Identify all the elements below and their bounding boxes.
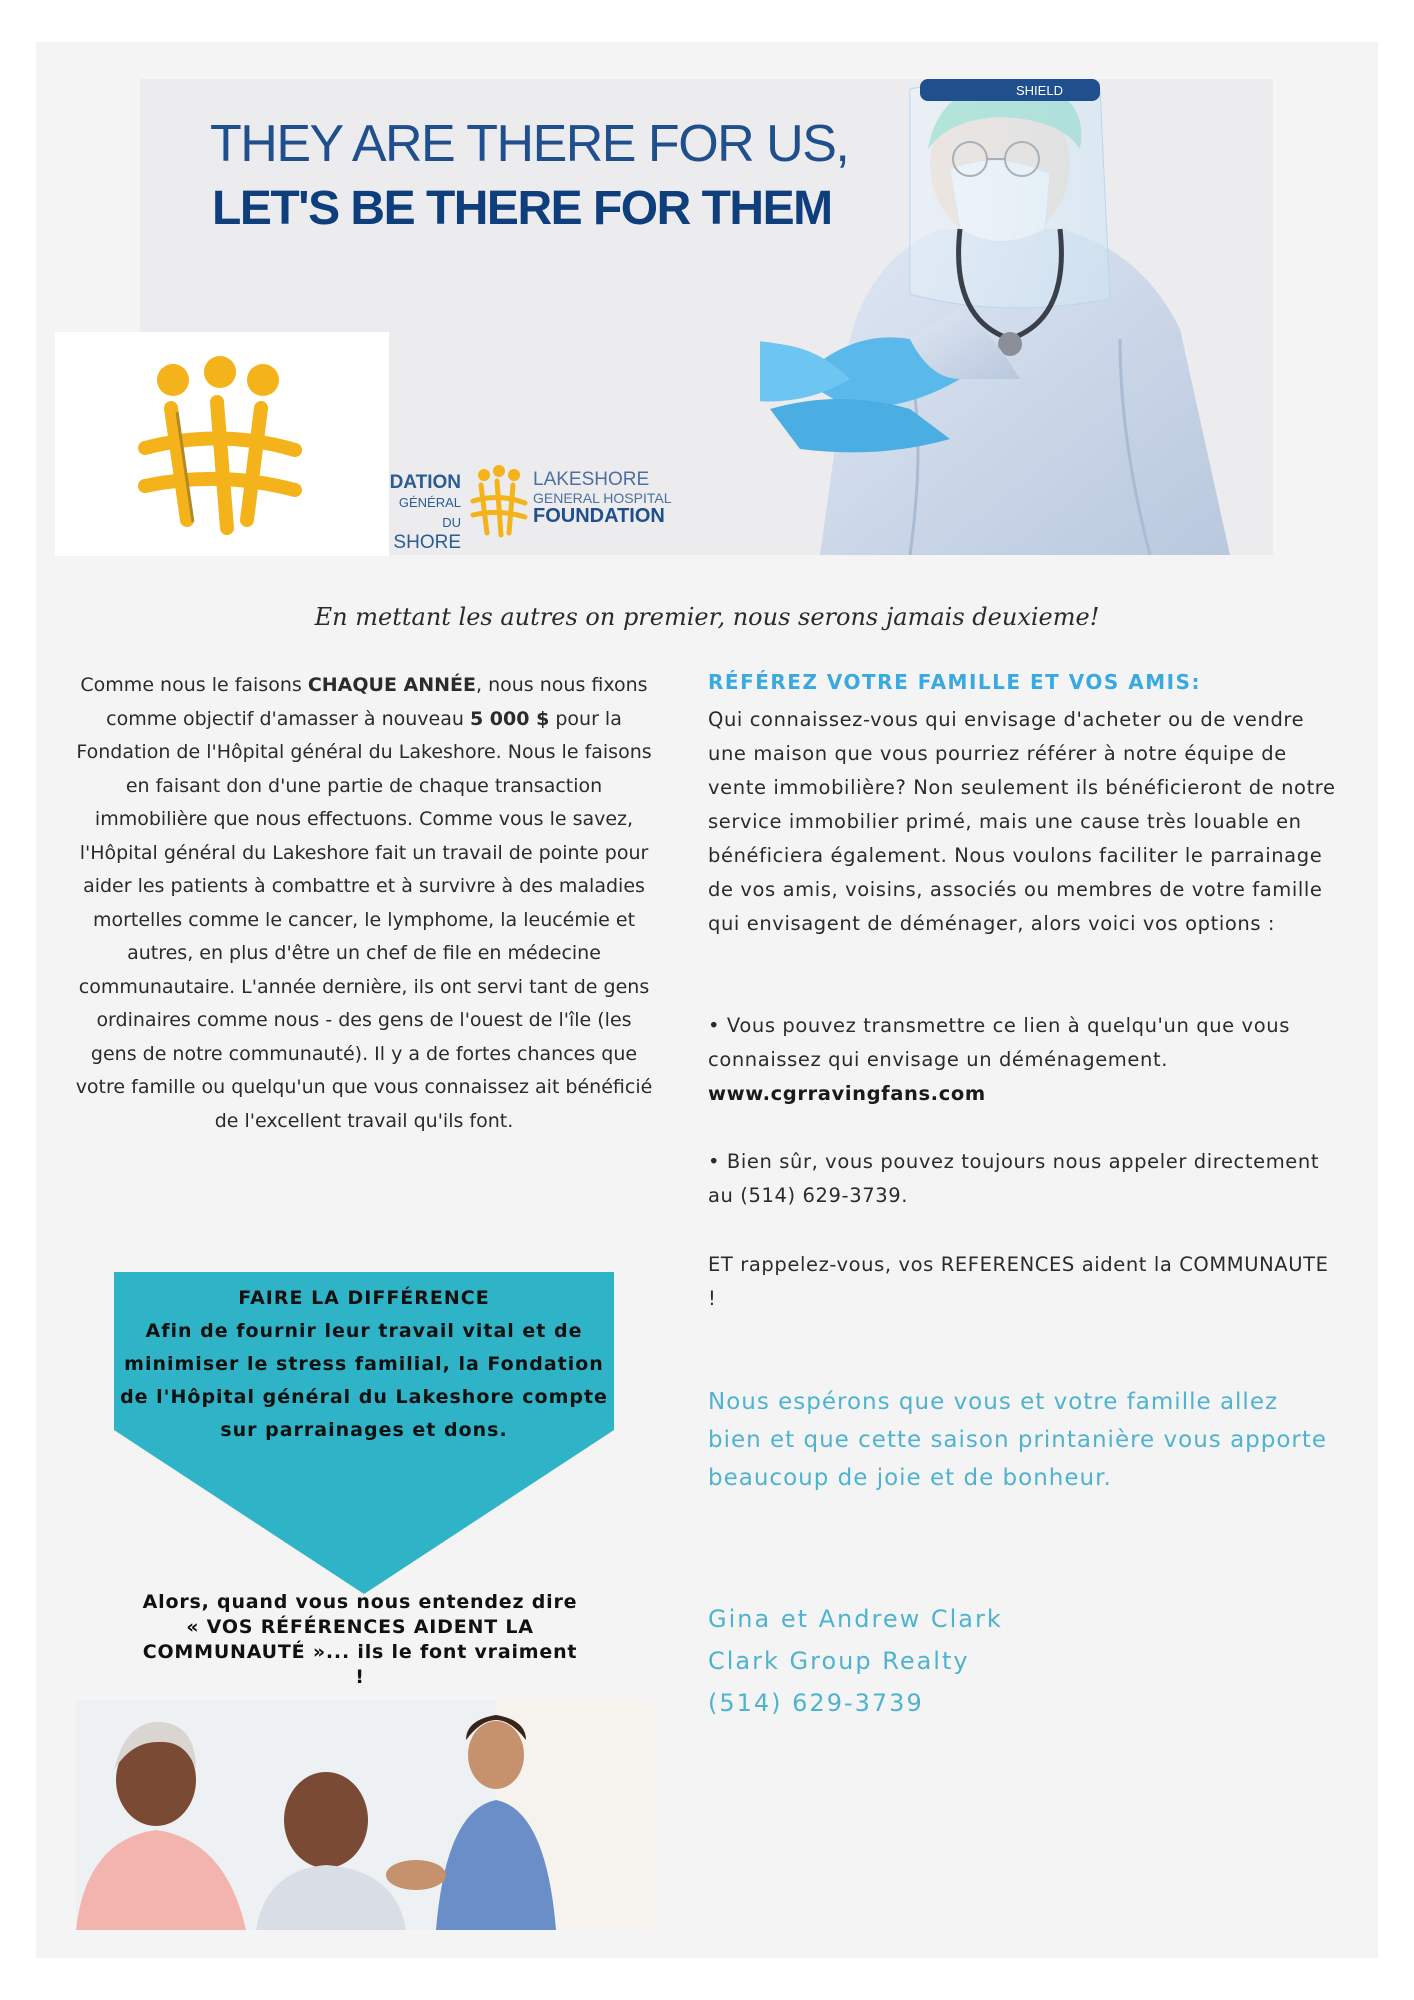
make-difference-body: Afin de fournir leur travail vital et de minimiser le stress familial, la Fondation de l'Hôpital général du Lakeshore compte sur parrainages et dons. — [120, 1320, 608, 1441]
season-wish: Nous espérons que vous et votre famille allez bien et que cette saison printanière vous apporte beaucoup de joie et de bonheur. — [708, 1389, 1328, 1491]
shield-label: SHIELD — [1016, 83, 1063, 98]
bullet-share-link — [708, 1009, 1338, 1111]
logo-fr-line2: GÉNÉRAL DU — [398, 495, 461, 530]
logo-english-text — [533, 471, 671, 525]
patient-photo — [76, 1700, 654, 1930]
refer-heading: RÉFÉREZ VOTRE FAMILLE ET VOS AMIS: — [708, 670, 1202, 694]
signature-company: Clark Group Realty — [708, 1647, 970, 1675]
signature-phone: (514) 629-3739 — [708, 1689, 924, 1717]
make-difference-title: FAIRE LA DIFFÉRENCE — [238, 1287, 490, 1309]
logo-french-text — [385, 473, 461, 553]
foundation-emblem-icon — [469, 463, 529, 539]
logo-fr-line1: DATION — [389, 472, 461, 493]
website-link[interactable]: www.cgrravingfans.com — [708, 1082, 986, 1105]
make-difference-text — [118, 1282, 610, 1447]
signature-name: Gina et Andrew Clark — [708, 1605, 1003, 1633]
signature-block — [708, 1598, 1003, 1724]
para-bold-every-year: CHAQUE ANNÉE — [307, 674, 477, 696]
large-foundation-emblem-icon — [135, 350, 305, 540]
logo-en-line2: GENERAL HOSPITAL — [533, 490, 672, 506]
logo-en-line1: LAKESHORE — [533, 469, 650, 490]
para-text-2: , nous nous fixons comme objectif d'amasser à nouveau — [106, 674, 648, 730]
para-bold-amount: 5 000 $ — [469, 707, 550, 730]
para-text-3: pour la Fondation de l'Hôpital général du Lakeshore. Nous le faisons en faisant don d'une partie de chaque transaction immobilière que nous effectuons. Comme vous le savez, l'Hôpital général du Lakeshore fait un travail de pointe pour aider les patients à combattre et à survivre à des maladies mortelles comme le cancer, le lymphome, la leucémie et autres, en plus d'être un chef de file en médecine communautaire. L'année dernière, ils ont servi tant de gens ordinaires comme nous - des gens de l'ouest de l'île (les gens de notre communauté). Il y a de fortes chances que votre famille ou quelqu'un que vous connaissez ait bénéficié de l'excellent travail qu'ils font. — [75, 707, 653, 1132]
tagline: En mettant les autres on premier, nous serons jamais deuxieme! — [314, 603, 1100, 631]
nurse-illustration — [760, 79, 1273, 555]
hero-headline-line2: LET'S BE THERE FOR THEM — [212, 182, 832, 235]
bullet-call-us: • Bien sûr, vous pouvez toujours nous appeler directement au (514) 629-3739. — [708, 1150, 1320, 1207]
logo-en-line3: FOUNDATION — [533, 505, 665, 527]
foundation-paragraph — [74, 669, 654, 1138]
logo-fr-line3: SHORE — [393, 532, 461, 553]
reminder-text: ET rappelez-vous, vos REFERENCES aident la COMMUNAUTE ! — [708, 1253, 1329, 1310]
refer-paragraph: Qui connaissez-vous qui envisage d'acheter ou de vendre une maison que vous pourriez référer à notre équipe de vente immobilière? Non seulement ils bénéficieront de notre service immobilier primé, mais une cause très louable en bénéficiera également. Nous voulons faciliter le parrainage de vos amis, voisins, associés ou membres de votre famille qui envisagent de déménager, alors voici vos options : — [708, 708, 1336, 935]
para-text-1: Comme nous le faisons — [80, 674, 308, 696]
large-logo-box — [55, 332, 389, 556]
bullet-share-text: • Vous pouvez transmettre ce lien à quelqu'un que vous connaissez qui envisage un déménagement. — [708, 1014, 1290, 1071]
hero-headline-line1: THEY ARE THERE FOR US, — [210, 115, 849, 173]
references-statement: Alors, quand vous nous entendez dire « VOS RÉFÉRENCES AIDENT LA COMMUNAUTÉ »... ils le font vraiment ! — [142, 1591, 578, 1688]
